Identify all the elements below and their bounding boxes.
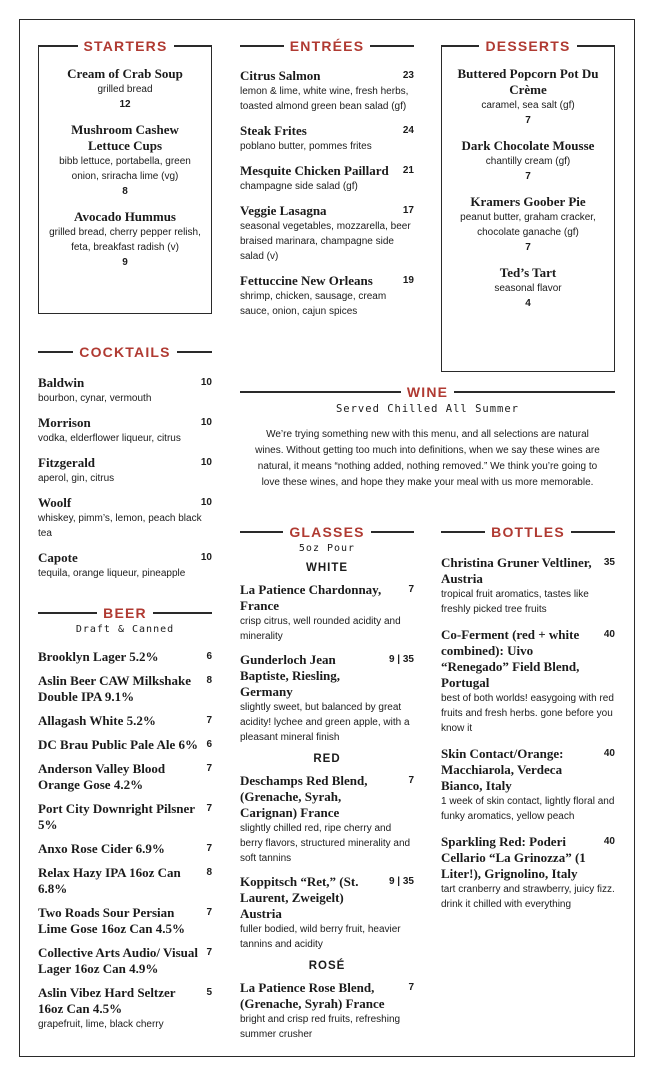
item-price: 8 [122, 186, 128, 197]
glasses-subtitle: 5oz Pour [298, 543, 356, 554]
wine-title: WINE [406, 384, 449, 400]
item-price: 7 [206, 843, 212, 854]
menu-item [38, 985, 212, 1032]
item-description: seasonal vegetables, mozzarella, beer braised marinara, champagne side salad (v) [240, 221, 411, 262]
item-name: Anderson Valley Blood Orange Gose 4.2% [38, 761, 166, 792]
item-price: 6 [206, 739, 212, 750]
item-name: Capote [38, 550, 78, 565]
menu-item [441, 834, 615, 912]
item-description: grilled bread [97, 84, 153, 95]
item-price: 23 [402, 70, 414, 81]
item-price: 7 [206, 803, 212, 814]
item-description: champagne side salad (gf) [240, 181, 358, 192]
cocktails-header [38, 343, 212, 361]
item-name: Collective Arts Audio/ Visual Lager 16oz Can 4.9% [38, 945, 198, 976]
beer-title: BEER [103, 605, 147, 621]
item-price: 10 [200, 377, 212, 388]
item-price: 7 [206, 715, 212, 726]
item-row [441, 746, 615, 794]
item-name: Veggie Lasagna [240, 203, 327, 218]
item-name: Morrison [38, 415, 91, 430]
item-description: bibb lettuce, portabella, green onion, sriracha lime (vg) [59, 156, 191, 182]
item-name: Citrus Salmon [240, 68, 321, 83]
menu-item [240, 582, 414, 644]
item-name: DC Brau Public Pale Ale 6% [38, 737, 198, 752]
item-row [240, 874, 414, 922]
item-description: crisp citrus, well rounded acidity and minerality [240, 616, 401, 642]
item-row [240, 68, 414, 84]
item-name: Koppitsch “Ret,” (St. Laurent, Zweigelt) Austria [240, 874, 359, 921]
item-price: 10 [200, 552, 212, 563]
beer-header [38, 604, 212, 622]
menu-item [38, 415, 212, 446]
item-row [240, 582, 414, 614]
bottles-list [441, 555, 615, 912]
desserts-title: DESSERTS [485, 38, 571, 54]
item-row [38, 550, 212, 566]
item-row [38, 985, 212, 1017]
item-description: tart cranberry and strawberry, juicy fizz. drink it chilled with everything [441, 884, 615, 910]
menu-item [240, 874, 414, 952]
menu-item [240, 68, 414, 114]
item-description: lemon & lime, white wine, fresh herbs, toasted almond green bean salad (gf) [240, 86, 409, 112]
desserts-box [441, 46, 615, 372]
item-name: Steak Frites [240, 123, 307, 138]
item-row [38, 649, 212, 665]
item-name: Cream of Crab Soup [67, 66, 183, 81]
item-description: 1 week of skin contact, lightly floral and funky aromatics, yellow peach [441, 796, 615, 822]
item-name: Dark Chocolate Mousse [461, 138, 595, 153]
rose-wine-list [240, 980, 414, 1042]
item-price: 7 [408, 775, 414, 786]
item-name: La Patience Rose Blend, (Grenache, Syrah) France [240, 980, 385, 1011]
item-price: 9 | 35 [388, 654, 414, 665]
menu-item [38, 761, 212, 793]
menu-item [49, 122, 201, 199]
glasses-section [240, 523, 414, 1048]
menu-item [452, 66, 604, 128]
item-description: slightly sweet, but balanced by great acidity! lychee and green apple, with a pleasant mineral finish [240, 702, 410, 743]
item-description: bourbon, cynar, vermouth [38, 393, 152, 404]
menu-item [38, 801, 212, 833]
starters-title: STARTERS [83, 38, 168, 54]
item-row [38, 945, 212, 977]
menu-item [38, 673, 212, 705]
menu-item [441, 746, 615, 824]
item-price: 4 [525, 298, 531, 309]
item-name: Allagash White 5.2% [38, 713, 156, 728]
item-name: Anxo Rose Cider 6.9% [38, 841, 165, 856]
item-name: La Patience Chardonnay, France [240, 582, 382, 613]
item-name: Avocado Hummus [74, 209, 176, 224]
item-description: slightly chilled red, ripe cherry and berry flavors, structured minerality and soft tannins [240, 823, 411, 864]
item-price: 7 [206, 763, 212, 774]
item-price: 10 [200, 497, 212, 508]
wine-subtitle: Served Chilled All Summer [335, 403, 520, 415]
item-row [38, 375, 212, 391]
item-name: Relax Hazy IPA 16oz Can 6.8% [38, 865, 181, 896]
item-description: fuller bodied, wild berry fruit, heavier tannins and acidity [240, 924, 401, 950]
item-description: seasonal flavor [494, 283, 562, 294]
item-name: Two Roads Sour Persian Lime Gose 16oz Can 4.5% [38, 905, 185, 936]
red-label: RED [313, 753, 341, 765]
item-price: 24 [402, 125, 414, 136]
item-description: chantilly cream (gf) [485, 156, 571, 167]
item-name: Buttered Popcorn Pot Du Crème [457, 66, 599, 97]
starters-box [38, 46, 212, 314]
item-row [240, 123, 414, 139]
item-row [38, 841, 212, 857]
menu-item [38, 375, 212, 406]
entrees-section [240, 37, 414, 328]
item-name: Aslin Vibez Hard Seltzer 16oz Can 4.5% [38, 985, 176, 1016]
item-name: Deschamps Red Blend, (Grenache, Syrah, Carignan) France [240, 773, 368, 820]
item-description: aperol, gin, citrus [38, 473, 115, 484]
item-name: Mesquite Chicken Paillard [240, 163, 389, 178]
menu-item [441, 555, 615, 617]
item-description: grilled bread, cherry pepper relish, feta, breakfast radish (v) [49, 227, 201, 253]
item-price: 7 [525, 115, 531, 126]
menu-item [441, 627, 615, 736]
bottles-title: BOTTLES [491, 524, 565, 540]
menu-item [452, 138, 604, 184]
red-wine-list [240, 773, 414, 952]
glasses-header [240, 523, 414, 541]
item-price: 7 [408, 982, 414, 993]
item-row [38, 713, 212, 729]
item-name: Mushroom Cashew Lettuce Cups [71, 122, 179, 153]
wine-header [240, 383, 615, 401]
item-price: 21 [402, 165, 414, 176]
item-description: bright and crisp red fruits, refreshing summer crusher [240, 1014, 401, 1040]
item-name: Aslin Beer CAW Milkshake Double IPA 9.1% [38, 673, 192, 704]
item-name: Brooklyn Lager 5.2% [38, 649, 159, 664]
item-name: Co-Ferment (red + white combined): Uivo “Renegado” Field Blend, Portugal [441, 627, 580, 690]
menu-item [38, 649, 212, 665]
item-description: caramel, sea salt (gf) [481, 100, 575, 111]
item-row [38, 455, 212, 471]
menu-item [38, 495, 212, 541]
menu-item [240, 203, 414, 264]
item-price: 5 [206, 987, 212, 998]
item-price: 10 [200, 457, 212, 468]
item-row [240, 273, 414, 289]
glasses-title: GLASSES [289, 524, 365, 540]
item-description: best of both worlds! easygoing with red fruits and fresh herbs. gone before you know it [441, 693, 614, 734]
item-description: vodka, elderflower liqueur, citrus [38, 433, 181, 444]
item-name: Kramers Goober Pie [470, 194, 586, 209]
item-price: 10 [200, 417, 212, 428]
menu-item [38, 945, 212, 977]
item-price: 7 [525, 171, 531, 182]
item-row [240, 980, 414, 1012]
item-name: Ted’s Tart [499, 265, 557, 280]
item-price: 19 [402, 275, 414, 286]
item-row [441, 627, 615, 691]
item-row [240, 773, 414, 821]
entrees-header [240, 37, 414, 55]
menu-item [452, 265, 604, 311]
item-price: 7 [408, 584, 414, 595]
item-row [38, 865, 212, 897]
item-row [240, 203, 414, 219]
menu-item [38, 737, 212, 753]
item-name: Fitzgerald [38, 455, 96, 470]
item-price: 8 [206, 867, 212, 878]
item-name: Fettuccine New Orleans [240, 273, 373, 288]
white-wine-list [240, 582, 414, 745]
item-description: poblano butter, pommes frites [240, 141, 372, 152]
menu-item [38, 713, 212, 729]
item-name: Skin Contact/Orange: Macchiarola, Verdeca Bianco, Italy [441, 746, 564, 793]
item-price: 7 [206, 947, 212, 958]
item-price: 9 | 35 [388, 876, 414, 887]
beer-section [38, 604, 212, 1040]
menu-item [38, 455, 212, 486]
item-name: Sparkling Red: Poderi Cellario “La Grinozza” (1 Liter!), Grignolino, Italy [441, 834, 586, 881]
menu-item [38, 841, 212, 857]
white-label: WHITE [305, 562, 349, 574]
cocktails-list [38, 375, 212, 581]
item-row [441, 555, 615, 587]
item-row [38, 415, 212, 431]
item-price: 40 [603, 836, 615, 847]
item-description: whiskey, pimm’s, lemon, peach black tea [38, 513, 202, 539]
item-row [38, 673, 212, 705]
beer-list [38, 649, 212, 1032]
menu-item [49, 66, 201, 112]
bottles-header [441, 523, 615, 541]
item-price: 6 [206, 651, 212, 662]
menu-item [49, 209, 201, 270]
item-price: 35 [603, 557, 615, 568]
menu-item [38, 905, 212, 937]
menu-item [240, 652, 414, 745]
menu-item [452, 194, 604, 255]
beer-subtitle: Draft & Canned [75, 624, 175, 635]
entrees-title: ENTRÉES [289, 38, 365, 54]
starters-section [38, 37, 212, 314]
item-price: 40 [603, 748, 615, 759]
item-description: peanut butter, graham cracker, chocolate ganache (gf) [460, 212, 596, 238]
entrees-list [240, 68, 414, 319]
rose-label: ROSÉ [308, 960, 346, 972]
item-row [38, 761, 212, 793]
item-row [38, 905, 212, 937]
cocktails-section [38, 343, 212, 590]
item-price: 9 [122, 257, 128, 268]
wine-intro: We’re trying something new with this menu, and all selections are natural wines. Without getting too much into definitions, when we say these wines are natural, it means “nothing added, nothing removed.” We think you’re going to love these wines, and hope they make your meal with us more memorable. [255, 429, 600, 488]
item-price: 40 [603, 629, 615, 640]
cocktails-title: COCKTAILS [79, 344, 171, 360]
menu-item [240, 163, 414, 194]
item-price: 8 [206, 675, 212, 686]
item-row [38, 737, 212, 753]
item-description: grapefruit, lime, black cherry [38, 1019, 164, 1030]
item-row [38, 495, 212, 511]
item-row [441, 834, 615, 882]
item-price: 12 [119, 99, 131, 110]
item-name: Gunderloch Jean Baptiste, Riesling, Germany [240, 652, 341, 699]
item-description: shrimp, chicken, sausage, cream sauce, onion, cajun spices [240, 291, 387, 317]
item-row [38, 801, 212, 833]
menu-item [240, 980, 414, 1042]
bottles-section [441, 523, 615, 922]
item-row [240, 163, 414, 179]
item-price: 7 [206, 907, 212, 918]
item-price: 7 [525, 242, 531, 253]
menu-item [38, 865, 212, 897]
item-description: tropical fruit aromatics, tastes like freshly picked tree fruits [441, 589, 589, 615]
item-name: Baldwin [38, 375, 85, 390]
item-name: Woolf [38, 495, 72, 510]
wine-section [240, 383, 615, 491]
menu-item [38, 550, 212, 581]
item-name: Port City Downright Pilsner 5% [38, 801, 195, 832]
item-name: Christina Gruner Veltliner, Austria [441, 555, 592, 586]
item-description: tequila, orange liqueur, pineapple [38, 568, 186, 579]
menu-item [240, 123, 414, 154]
menu-item [240, 773, 414, 866]
menu-item [240, 273, 414, 319]
item-price: 17 [402, 205, 414, 216]
item-row [240, 652, 414, 700]
desserts-section [441, 37, 615, 372]
